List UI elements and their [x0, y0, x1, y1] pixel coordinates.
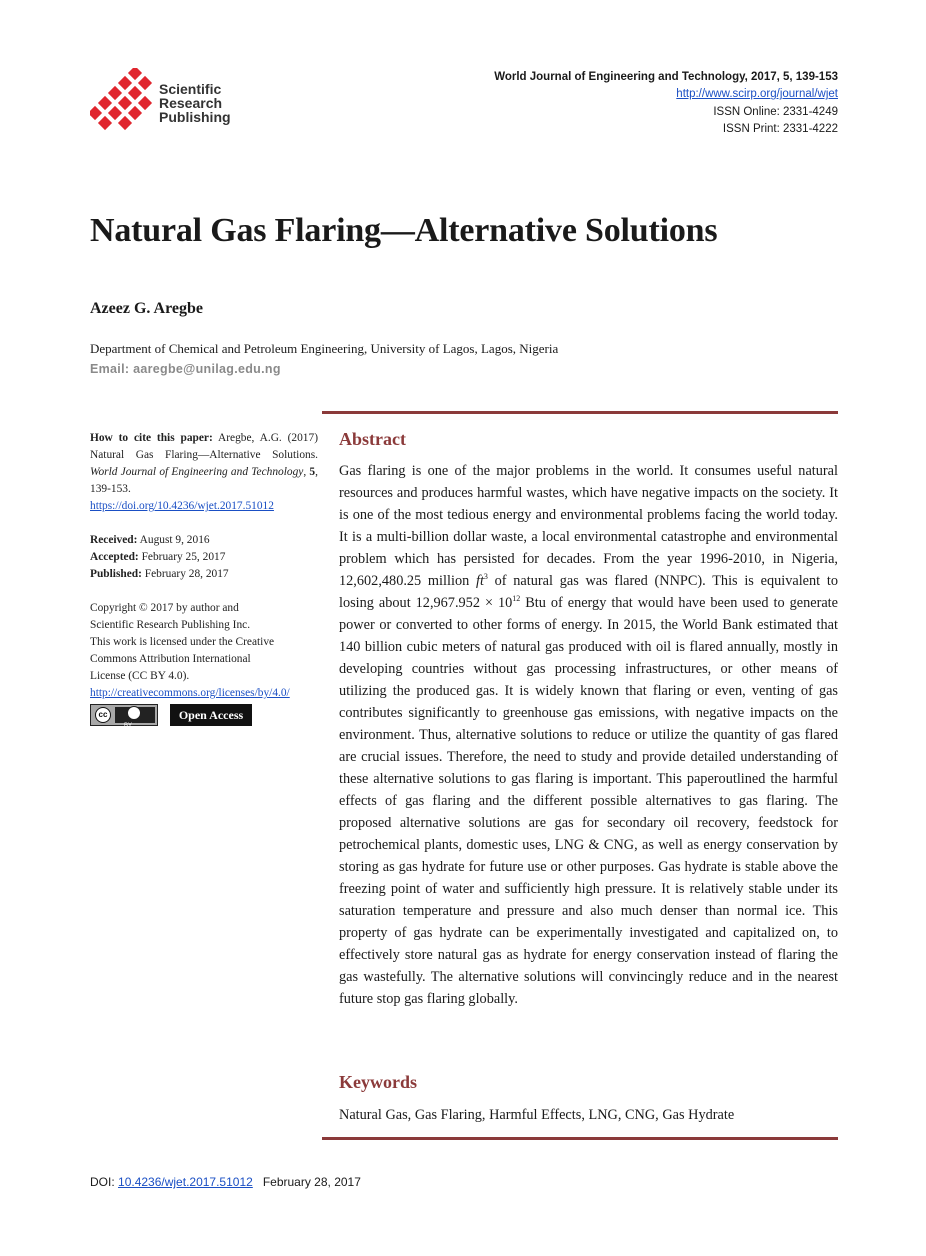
accepted-date: February 25, 2017 [141, 551, 226, 563]
open-access-badge[interactable]: Open Access [170, 704, 252, 726]
journal-header [494, 69, 838, 138]
cc-by-badge[interactable] [90, 704, 158, 729]
article-info-sidebar [90, 430, 318, 729]
abstract-part-3: Btu of energy that would have been used to generate power or converted to other forms of energy. In 2015, the World Bank estimated that 140 billion cubic meters of natural gas produced with oil is flared annually, mostly in developing countries without gas processing infrastructures, or other means of utilizing the produced gas. It is widely known that flaring or even, venting of gas contributes significantly to greenhouse gas emissions, with negative impacts on the environment. Thus, alternative solutions to reduce or utilize the quantity of gas flared are crucial issues. Therefore, the need to study and provide detailed understanding of these alternative solutions to gas flaring is important. This paperoutlined the harmful effects of gas flaring and the different possible alternatives to gas flaring. The proposed alternative solutions are gas for secondary oil recovery, feedstock for petrochemical plants, domestic uses, LNG & CNG, as well as energy conservation by storing as gas hydrate for future use or other purposes. Gas hydrate is stable above the freezing point of water and sufficiently high pressure. It is relatively stable under its saturation temperature and pressure and also much denser than normal ice. This property of gas hydrate can be experimentally investigated and capitalized on, to effectively store natural gas as hydrate for energy conservation instead of flaring the gas wastefully. The alternative solutions will convincingly reduce and in the nearest future stop gas flaring globally. [339, 595, 838, 1007]
abstract-unit: ft [475, 573, 484, 589]
abstract-part-2: of natural gas was flared (NNPC). This is equivalent to losing about 12,967.952 × 10 [339, 573, 838, 611]
copyright-line-4: Commons Attribution International [90, 653, 251, 665]
published-date: February 28, 2017 [144, 568, 229, 580]
copyright-line-2: Scientific Research Publishing Inc. [90, 619, 251, 631]
cite-journal: World Journal of Engineering and Technology [90, 466, 304, 478]
abstract-heading: Abstract [339, 429, 406, 449]
author-name: Azeez G. Aregbe [90, 300, 203, 317]
copyright-line-5: License (CC BY 4.0). [90, 670, 190, 682]
cite-volume: 5 [309, 466, 316, 478]
received-row [90, 532, 318, 549]
footer-doi-label: DOI: [90, 1175, 115, 1189]
issn-print: ISSN Print: 2331-4222 [722, 122, 838, 135]
accepted-label: Accepted: [90, 551, 139, 563]
cite-text: Aregbe, A.G. (2017) Natural Gas Flaring—Alternative Solutions. [90, 432, 318, 461]
cite-label: How to cite this paper: [90, 432, 213, 444]
received-label: Received: [90, 534, 138, 546]
citation-block: How to cite this paper: Aregbe, A.G. (2017) Natural Gas Flaring—Alternative Solutions. World Journal of Engineering and Technology, 5, 139-153. [90, 432, 318, 495]
license-link[interactable]: http://creativecommons.org/licenses/by/4.0/ [90, 687, 290, 699]
paper-title: Natural Gas Flaring—Alternative Solutions [90, 212, 718, 249]
keywords-text: Natural Gas, Gas Flaring, Harmful Effects, LNG, CNG, Gas Hydrate [339, 1107, 735, 1123]
received-date: August 9, 2016 [139, 534, 210, 546]
abstract-power-exp: 12 [512, 594, 521, 604]
author-email: Email: aaregbe@unilag.edu.ng [90, 362, 281, 376]
journal-url-link[interactable]: http://www.scirp.org/journal/wjet [676, 88, 838, 101]
copyright-line-3: This work is licensed under the Creative [90, 636, 275, 648]
keywords-heading: Keywords [339, 1072, 417, 1092]
issn-online: ISSN Online: 2331-4249 [713, 105, 838, 118]
accepted-row [90, 549, 318, 566]
license-badges [90, 704, 318, 729]
abstract-bottom-rule [322, 1137, 838, 1140]
author-affiliation: Department of Chemical and Petroleum Engineering, University of Lagos, Lagos, Nigeria [90, 341, 559, 356]
cite-pages: , 139-153. [90, 466, 318, 495]
cc-icon: cc [95, 707, 111, 723]
abstract-top-rule [322, 411, 838, 414]
footer-date: February 28, 2017 [262, 1175, 361, 1189]
publisher-name-line2: Research [159, 95, 223, 111]
doi-link[interactable]: https://doi.org/10.4236/wjet.2017.51012 [90, 500, 274, 512]
abstract-unit-exp: 3 [483, 572, 488, 582]
footer-doi-link[interactable]: 10.4236/wjet.2017.51012 [118, 1175, 253, 1189]
journal-title: World Journal of Engineering and Technology, 2017, 5, 139-153 [494, 71, 838, 83]
page-footer [90, 1175, 361, 1189]
publisher-logo-icon [90, 68, 156, 134]
publisher-logo [90, 68, 250, 138]
publisher-name-line1: Scientific [159, 81, 222, 97]
published-row [90, 566, 318, 583]
abstract-text [339, 460, 838, 1010]
by-label: BY [124, 723, 133, 729]
published-label: Published: [90, 568, 142, 580]
publisher-name-line3: Publishing [159, 109, 231, 125]
copyright-line-1: Copyright © 2017 by author and [90, 602, 239, 614]
abstract-part-1: Gas flaring is one of the major problems in the world. It consumes useful natural resources and produces harmful wastes, which have negative impacts on the society. It is one of the most tedious energy and environmental problems facing the world today. It is a multi-billion dollar waste, a local environmental catastrophe and environmental problem which has persisted for decades. From the year 1996-2010, in Nigeria, 12,602,480.25 million [339, 463, 838, 589]
